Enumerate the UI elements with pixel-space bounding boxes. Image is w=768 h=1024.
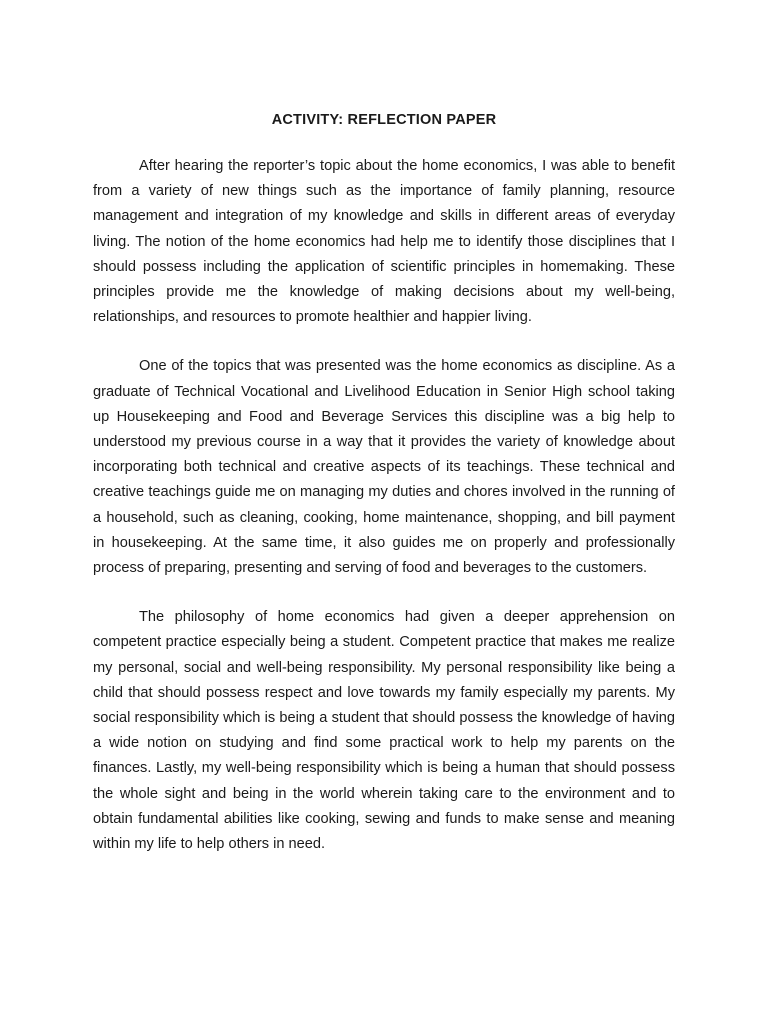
paragraph-1: After hearing the reporter’s topic about the home economics, I was able to benefit from a variety of new things such as the importance of family planning, resource management and integration of my knowledge and skills in different areas of everyday living. The notion of the home economics had help me to identify those disciplines that I should possess including the application of scientific principles in homemaking. These principles provide me the knowledge of making decisions about my well-being, relationships, and resources to promote healthier and happier living. [93, 158, 675, 326]
document-title: ACTIVITY: REFLECTION PAPER [271, 112, 497, 128]
paragraph-3: The philosophy of home economics had given a deeper apprehension on competent practice especially being a student. Competent practice that makes me realize my personal, social and well-being responsibility. My personal responsibility like being a child that should possess respect and love towards my family especially my parents. My social responsibility which is being a student that should possess the knowledge of having a wide notion on studying and find some practical work to help my parents on the finances. Lastly, my well-being responsibility which is being a human that should possess the whole sight and being in the world wherein taking care to the environment and to obtain fundamental abilities like cooking, sewing and funds to make sense and meaning within my life to help others in need. [93, 609, 675, 853]
paragraph-2: One of the topics that was presented was the home economics as discipline. As a graduate of Technical Vocational and Livelihood Education in Senior High school taking up Housekeeping and Food and Beverage Services this discipline was a big help to understood my previous course in a way that it provides the variety of knowledge about incorporating both technical and creative aspects of its teachings. These technical and creative teachings guide me on managing my duties and chores involved in the running of a household, such as cleaning, cooking, home maintenance, shopping, and bill payment in housekeeping. At the same time, it also guides me on properly and professionally process of preparing, presenting and serving of food and beverages to the customers. [93, 358, 675, 577]
